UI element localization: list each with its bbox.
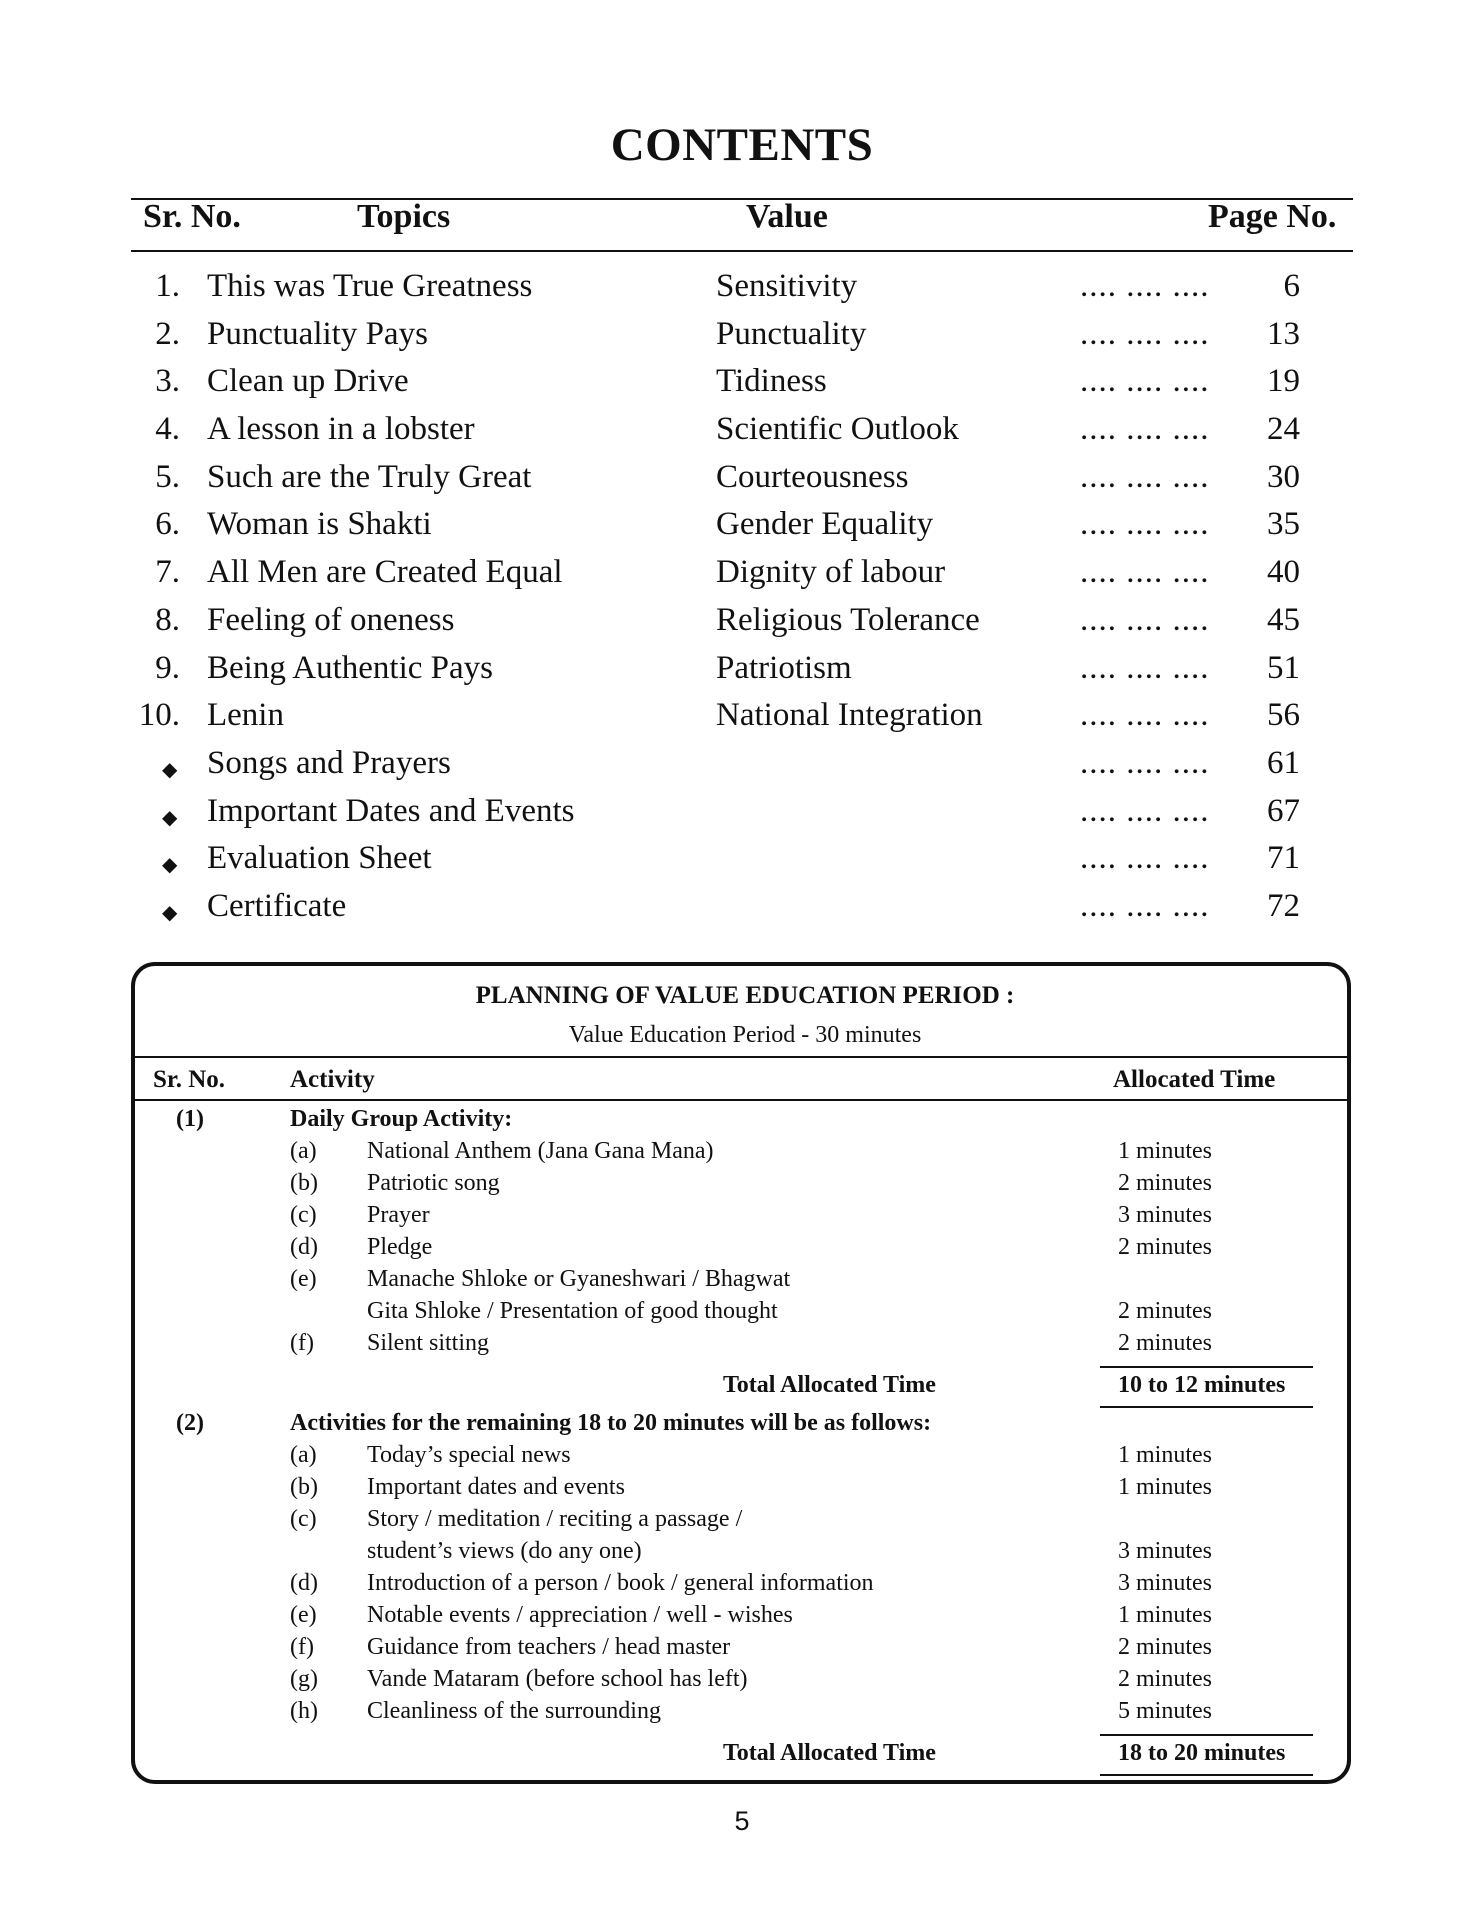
toc-row	[0, 888, 1484, 936]
toc-page-number: 67	[1267, 792, 1300, 829]
activity-row	[135, 1298, 1355, 1330]
activity-text: Vande Mataram (before school has left)	[367, 1666, 748, 1692]
toc-topic: Woman is Shakti	[207, 506, 432, 543]
activity-row	[135, 1602, 1355, 1634]
activity-letter: (e)	[290, 1266, 317, 1292]
toc-page-number: 56	[1267, 697, 1300, 734]
activity-text: Silent sitting	[367, 1330, 490, 1356]
section-heading: Activities for the remaining 18 to 20 minutes will be as follows:	[290, 1410, 932, 1436]
toc-topic: Lenin	[207, 697, 284, 734]
toc-page-number: 30	[1267, 458, 1300, 495]
toc-page-number: 61	[1267, 744, 1300, 781]
activity-time: 1 minutes	[1118, 1442, 1212, 1468]
bullet-icon: ◆	[162, 854, 178, 877]
toc-leader-dots: .... .... ....	[1080, 887, 1210, 924]
activity-text: Today’s special news	[367, 1442, 571, 1468]
activity-time: 3 minutes	[1118, 1202, 1212, 1228]
toc-topic: Clean up Drive	[207, 363, 409, 400]
toc-leader-dots: .... .... ....	[1080, 506, 1210, 543]
toc-page-number: 24	[1267, 411, 1300, 448]
total-label: Total Allocated Time	[723, 1740, 936, 1766]
toc-topic: A lesson in a lobster	[207, 411, 475, 448]
contents-list	[0, 268, 1484, 936]
planning-header-activity: Activity	[290, 1066, 375, 1093]
toc-number: 9.	[155, 649, 180, 686]
activity-text: Introduction of a person / book / general information	[367, 1570, 874, 1596]
planning-subtitle: Value Education Period - 30 minutes	[568, 1022, 922, 1048]
toc-topic: Being Authentic Pays	[207, 649, 493, 686]
toc-topic: All Men are Created Equal	[207, 554, 563, 591]
total-bottom-rule	[1100, 1774, 1313, 1776]
toc-row	[0, 411, 1484, 459]
toc-leader-dots: .... .... ....	[1080, 315, 1210, 352]
total-bottom-rule	[1100, 1406, 1313, 1408]
section-heading-row	[135, 1410, 1355, 1442]
toc-row	[0, 459, 1484, 507]
toc-page-number: 40	[1267, 554, 1300, 591]
activity-row	[135, 1442, 1355, 1474]
activity-letter: (a)	[290, 1138, 317, 1164]
page-title: CONTENTS	[610, 119, 874, 171]
activity-time: 2 minutes	[1118, 1298, 1212, 1324]
bullet-icon: ◆	[162, 806, 178, 829]
toc-header-sr-no: Sr. No.	[143, 198, 241, 235]
toc-topic: Important Dates and Events	[207, 792, 575, 829]
toc-value: Punctuality	[716, 315, 867, 352]
activity-text: Manache Shloke or Gyaneshwari / Bhagwat	[367, 1266, 791, 1292]
toc-row	[0, 506, 1484, 554]
total-label: Total Allocated Time	[723, 1372, 936, 1398]
toc-row	[0, 793, 1484, 841]
toc-value: Religious Tolerance	[716, 601, 980, 638]
activity-letter: (b)	[290, 1474, 318, 1500]
activity-letter: (f)	[290, 1330, 314, 1356]
toc-row	[0, 745, 1484, 793]
toc-value: Courteousness	[716, 458, 909, 495]
activity-row	[135, 1170, 1355, 1202]
toc-row	[0, 602, 1484, 650]
toc-number: 3.	[155, 363, 180, 400]
activity-row	[135, 1474, 1355, 1506]
toc-topic: Feeling of oneness	[207, 601, 455, 638]
activity-letter: (d)	[290, 1234, 318, 1260]
toc-leader-dots: .... .... ....	[1080, 268, 1210, 304]
toc-leader-dots: .... .... ....	[1080, 840, 1210, 877]
activity-text: Cleanliness of the surrounding	[367, 1698, 661, 1724]
toc-leader-dots: .... .... ....	[1080, 792, 1210, 829]
activity-time: 3 minutes	[1118, 1538, 1212, 1564]
toc-row	[0, 268, 1484, 316]
planning-header-bottom-rule	[135, 1099, 1347, 1101]
toc-leader-dots: .... .... ....	[1080, 744, 1210, 781]
toc-header-value: Value	[746, 198, 828, 235]
bullet-icon: ◆	[162, 901, 178, 924]
toc-number: 8.	[155, 601, 180, 638]
toc-page-number: 19	[1267, 363, 1300, 400]
toc-page-number: 13	[1267, 315, 1300, 352]
planning-header-allocated-time: Allocated Time	[1113, 1066, 1276, 1093]
toc-leader-dots: .... .... ....	[1080, 458, 1210, 495]
activity-text: student’s views (do any one)	[367, 1538, 642, 1564]
activity-time: 1 minutes	[1118, 1474, 1212, 1500]
toc-value: Scientific Outlook	[716, 411, 959, 448]
toc-header-topics: Topics	[357, 198, 451, 235]
planning-box	[131, 962, 1351, 1784]
planning-header-top-rule	[135, 1056, 1347, 1058]
toc-row	[0, 650, 1484, 698]
activity-text: Story / meditation / reciting a passage /	[367, 1506, 743, 1532]
section-heading: Daily Group Activity:	[290, 1106, 513, 1132]
toc-number: 10.	[138, 697, 180, 734]
total-row	[135, 1372, 1355, 1410]
toc-row	[0, 316, 1484, 364]
activity-letter: (d)	[290, 1570, 318, 1596]
activity-row	[135, 1266, 1355, 1298]
activity-letter: (g)	[290, 1666, 318, 1692]
toc-page-number: 35	[1267, 506, 1300, 543]
activity-letter: (e)	[290, 1602, 317, 1628]
toc-topic: Songs and Prayers	[207, 744, 451, 781]
activity-text: National Anthem (Jana Gana Mana)	[367, 1138, 714, 1164]
planning-title: PLANNING OF VALUE EDUCATION PERIOD :	[475, 982, 1015, 1009]
activity-time: 1 minutes	[1118, 1138, 1212, 1164]
section-heading-row	[135, 1106, 1355, 1138]
toc-value: National Integration	[716, 697, 983, 734]
activity-text: Guidance from teachers / head master	[367, 1634, 731, 1660]
activity-letter: (f)	[290, 1634, 314, 1660]
planning-header-sr-no: Sr. No.	[153, 1066, 226, 1093]
bullet-icon: ◆	[162, 758, 178, 781]
toc-leader-dots: .... .... ....	[1080, 554, 1210, 591]
activity-row	[135, 1234, 1355, 1266]
toc-page-number: 6	[1283, 268, 1300, 304]
toc-leader-dots: .... .... ....	[1080, 601, 1210, 638]
toc-row	[0, 554, 1484, 602]
activity-row	[135, 1666, 1355, 1698]
activity-time: 2 minutes	[1118, 1330, 1212, 1356]
toc-page-number: 51	[1267, 649, 1300, 686]
toc-value: Patriotism	[716, 649, 852, 686]
toc-value: Gender Equality	[716, 506, 934, 543]
planning-activities	[135, 1106, 1355, 1778]
toc-value: Sensitivity	[716, 268, 858, 304]
total-time: 10 to 12 minutes	[1118, 1372, 1286, 1398]
activity-row	[135, 1138, 1355, 1170]
toc-number: 7.	[155, 554, 180, 591]
toc-leader-dots: .... .... ....	[1080, 363, 1210, 400]
toc-value: Tidiness	[716, 363, 827, 400]
page-number: 5	[734, 1806, 750, 1836]
toc-header-page-no: Page No.	[1208, 198, 1337, 235]
total-time: 18 to 20 minutes	[1118, 1740, 1286, 1766]
toc-number: 6.	[155, 506, 180, 543]
toc-page-number: 45	[1267, 601, 1300, 638]
activity-time: 1 minutes	[1118, 1602, 1212, 1628]
toc-row	[0, 840, 1484, 888]
activity-row	[135, 1634, 1355, 1666]
toc-number: 5.	[155, 458, 180, 495]
activity-row	[135, 1506, 1355, 1538]
activity-letter: (c)	[290, 1506, 317, 1532]
toc-page-number: 71	[1267, 840, 1300, 877]
activity-time: 2 minutes	[1118, 1170, 1212, 1196]
activity-letter: (b)	[290, 1170, 318, 1196]
activity-time: 5 minutes	[1118, 1698, 1212, 1724]
toc-topic: Such are the Truly Great	[207, 458, 532, 495]
activity-row	[135, 1538, 1355, 1570]
activity-row	[135, 1570, 1355, 1602]
activity-text: Pledge	[367, 1234, 433, 1260]
activity-text: Prayer	[367, 1202, 430, 1228]
total-row	[135, 1740, 1355, 1778]
total-top-rule	[1100, 1734, 1313, 1736]
activity-time: 2 minutes	[1118, 1234, 1212, 1260]
activity-letter: (c)	[290, 1202, 317, 1228]
toc-leader-dots: .... .... ....	[1080, 411, 1210, 448]
activity-letter: (a)	[290, 1442, 317, 1468]
section-number: (1)	[176, 1106, 204, 1132]
header-top-rule	[131, 198, 1353, 200]
toc-leader-dots: .... .... ....	[1080, 697, 1210, 734]
toc-number: 2.	[155, 315, 180, 352]
activity-time: 2 minutes	[1118, 1634, 1212, 1660]
activity-row	[135, 1330, 1355, 1362]
activity-letter: (h)	[290, 1698, 318, 1724]
toc-topic: This was True Greatness	[207, 268, 533, 304]
toc-leader-dots: .... .... ....	[1080, 649, 1210, 686]
activity-text: Important dates and events	[367, 1474, 625, 1500]
activity-text: Notable events / appreciation / well - wishes	[367, 1602, 793, 1628]
toc-value: Dignity of labour	[716, 554, 946, 591]
toc-number: 4.	[155, 411, 180, 448]
toc-page-number: 72	[1267, 887, 1300, 924]
toc-topic: Certificate	[207, 887, 347, 924]
activity-text: Patriotic song	[367, 1170, 500, 1196]
toc-row	[0, 363, 1484, 411]
toc-number: 1.	[155, 268, 180, 304]
toc-topic: Punctuality Pays	[207, 315, 428, 352]
activity-time: 2 minutes	[1118, 1666, 1212, 1692]
total-top-rule	[1100, 1366, 1313, 1368]
activity-time: 3 minutes	[1118, 1570, 1212, 1596]
toc-topic: Evaluation Sheet	[207, 840, 432, 877]
activity-row	[135, 1202, 1355, 1234]
header-bottom-rule	[131, 250, 1353, 252]
section-number: (2)	[176, 1410, 204, 1436]
toc-row	[0, 697, 1484, 745]
activity-row	[135, 1698, 1355, 1730]
activity-text: Gita Shloke / Presentation of good thought	[367, 1298, 778, 1324]
